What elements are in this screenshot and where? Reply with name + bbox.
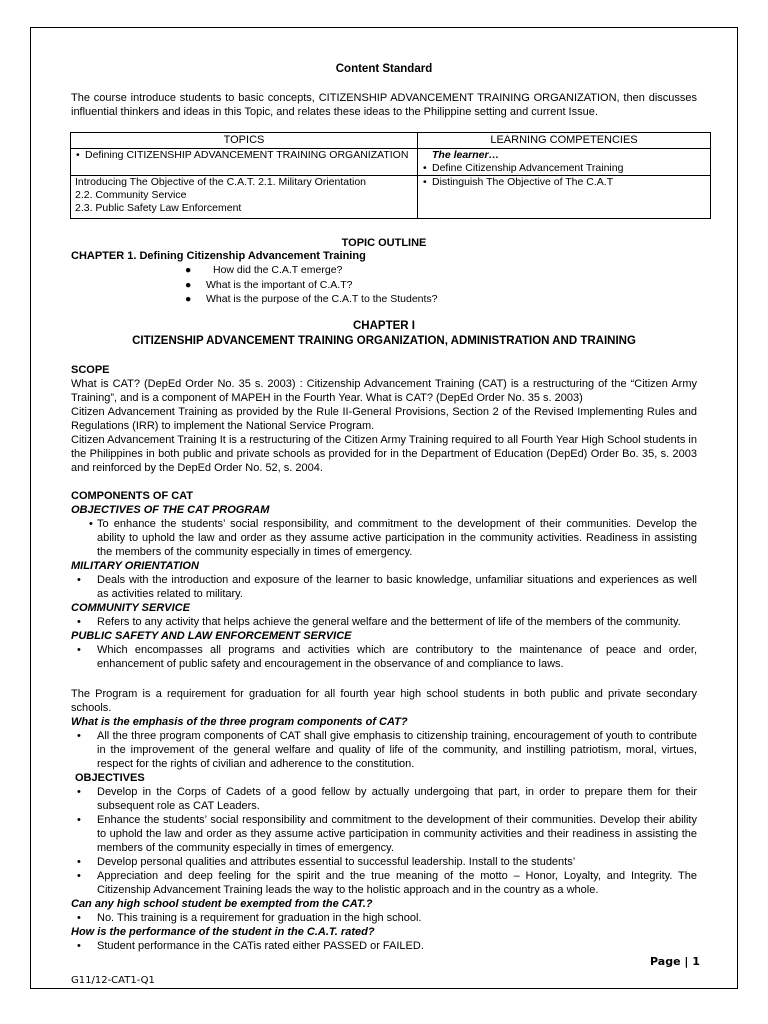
components-section xyxy=(71,489,697,671)
chapter-number: CHAPTER I xyxy=(353,320,415,332)
list-item: • Develop personal qualities and attributes essential to successful leadership. Install to the students’ xyxy=(77,856,576,868)
scope-paragraph-1: What is CAT? (DepEd Order No. 35 s. 2003) : Citizenship Advancement Training (CAT) is a restructuring of the “Citizen Army Training”, and is a component of MAPEH in the Fourth Year. What is CAT? (DepEd Order No. 35 s. 2003) xyxy=(71,378,697,404)
intro-paragraph: The course introduce students to basic concepts, CITIZENSHIP ADVANCEMENT TRAINING ORGANIZATION, then discusses influential thinkers and ideas in this Topic, and relates these ideas to the Philippine setting and current Issue. xyxy=(71,92,697,118)
table-cell: • Distinguish The Objective of The C.A.T xyxy=(418,176,711,219)
row2-topic-line: 2.3. Public Safety Law Enforcement xyxy=(75,202,242,214)
table-header-competencies: LEARNING COMPETENCIES xyxy=(418,133,711,149)
list-item: ● How did the C.A.T emerge? xyxy=(185,264,343,276)
scope-section xyxy=(71,377,697,475)
program-requirement: The Program is a requirement for graduation for all fourth year high school students in both public and private secondary schools. xyxy=(71,688,697,714)
emphasis-answer: • All the three program components of CAT shall give emphasis to citizenship training, encouragement of youth to contribute in the improvement of the general welfare and quality of life of the community, and instilling patriotism, moral, virtues, respect for the rights of civilian and adherence to the constitution. xyxy=(77,730,697,770)
row1-competency: Define Citizenship Advancement Training xyxy=(432,162,624,174)
table-header-topics: TOPICS xyxy=(71,133,418,149)
public-safety-item: • Which encompasses all programs and activities which are contributory to the maintenance of peace and order, enhancement of public safety and encouragement in the observance of and compliance to laws. xyxy=(77,644,697,670)
exempt-question: Can any high school student be exempted from the CAT.? xyxy=(71,898,373,910)
document-title: Content Standard xyxy=(335,63,433,75)
list-item: ● What is the purpose of the C.A.T to the Students? xyxy=(185,293,438,305)
row2-topic-line: Introducing The Objective of the C.A.T. 2.1. Military Orientation xyxy=(75,176,367,188)
learner-intro: The learner… xyxy=(432,149,500,161)
performance-question: How is the performance of the student in the C.A.T. rated? xyxy=(71,926,375,938)
scope-paragraph-3: Citizen Advancement Training It is a restructuring of the Citizen Army Training required to all Fourth Year High School students in the Philippines in both public and private schools as provided for in the Department of Education (DepEd) Order Bo. 35, s. 2003 and reinforced by the DepEd Order No. 52, s. 2004. xyxy=(71,434,697,474)
table-cell: The learner… • Define Citizenship Advancement Training xyxy=(418,149,711,176)
objectives-heading: OBJECTIVES xyxy=(75,772,145,784)
row1-topic: Defining CITIZENSHIP ADVANCEMENT TRAINING ORGANIZATION xyxy=(85,149,409,161)
topic-outline-chapter: CHAPTER 1. Defining Citizenship Advancement Training xyxy=(71,250,366,262)
list-item: • Enhance the students’ social responsibility and commitment to the development of their communities. Develop their ability to uphold the law and order as they assume active participation in community activities and their readiness in assisting the members of the community especially in times of emergency. xyxy=(77,814,697,854)
objectives-program-heading: OBJECTIVES OF THE CAT PROGRAM xyxy=(71,504,270,516)
row2-competency: Distinguish The Objective of The C.A.T xyxy=(432,176,614,188)
exempt-answer: • No. This training is a requirement for graduation in the high school. xyxy=(77,912,422,924)
list-item: ● What is the important of C.A.T? xyxy=(185,278,353,291)
community-heading: COMMUNITY SERVICE xyxy=(71,602,190,614)
list-item: • Appreciation and deep feeling for the spirit and the true meaning of the motto – Honor, Loyalty, and Integrity. The Citizenship Advancement Training leads the way to the holistic approach and in the country as a whole. xyxy=(77,870,697,896)
public-safety-heading: PUBLIC SAFETY AND LAW ENFORCEMENT SERVICE xyxy=(71,630,352,642)
document-code: G11/12-CAT1-Q1 xyxy=(71,975,155,986)
objectives-program-item: • To enhance the students’ social responsibility, and commitment to the development of their communities. Develop the ability to uphold the law and order as they assume active participation in the community activities. Readiness in assisting the members of the community especially in times of emergency. xyxy=(89,518,697,558)
row2-topic-line: 2.2. Community Service xyxy=(75,189,187,201)
table-cell: • Defining CITIZENSHIP ADVANCEMENT TRAINING ORGANIZATION xyxy=(71,149,418,176)
table-cell xyxy=(71,176,418,219)
scope-paragraph-2: Citizen Advancement Training as provided by the Rule II-General Provisions, Section 2 of the Revised Implementing Rules and Regulations (IRR) to implement the National Service Program. xyxy=(71,406,697,432)
topics-table xyxy=(70,132,711,219)
scope-heading: SCOPE xyxy=(71,364,110,376)
military-heading: MILITARY ORIENTATION xyxy=(71,560,199,572)
performance-answer: • Student performance in the CATis rated either PASSED or FAILED. xyxy=(77,940,424,952)
military-item: • Deals with the introduction and exposure of the learner to basic knowledge, unfamiliar situations and experiences as well as activities related to military. xyxy=(77,574,697,600)
emphasis-question: What is the emphasis of the three program components of CAT? xyxy=(71,716,408,728)
list-item: • Develop in the Corps of Cadets of a good fellow by actually undergoing that part, in order to prepare them for their subsequent role as CAT Leaders. xyxy=(77,786,697,812)
components-heading: COMPONENTS OF CAT xyxy=(71,490,194,502)
page-number: Page | 1 xyxy=(650,955,700,968)
program-section xyxy=(71,687,697,953)
community-item: • Refers to any activity that helps achieve the general welfare and the betterment of life of the members of the community. xyxy=(77,616,681,628)
chapter-title: CITIZENSHIP ADVANCEMENT TRAINING ORGANIZATION, ADMINISTRATION AND TRAINING xyxy=(132,335,636,347)
topic-outline-heading: TOPIC OUTLINE xyxy=(341,237,427,249)
topic-outline-list xyxy=(185,263,585,307)
